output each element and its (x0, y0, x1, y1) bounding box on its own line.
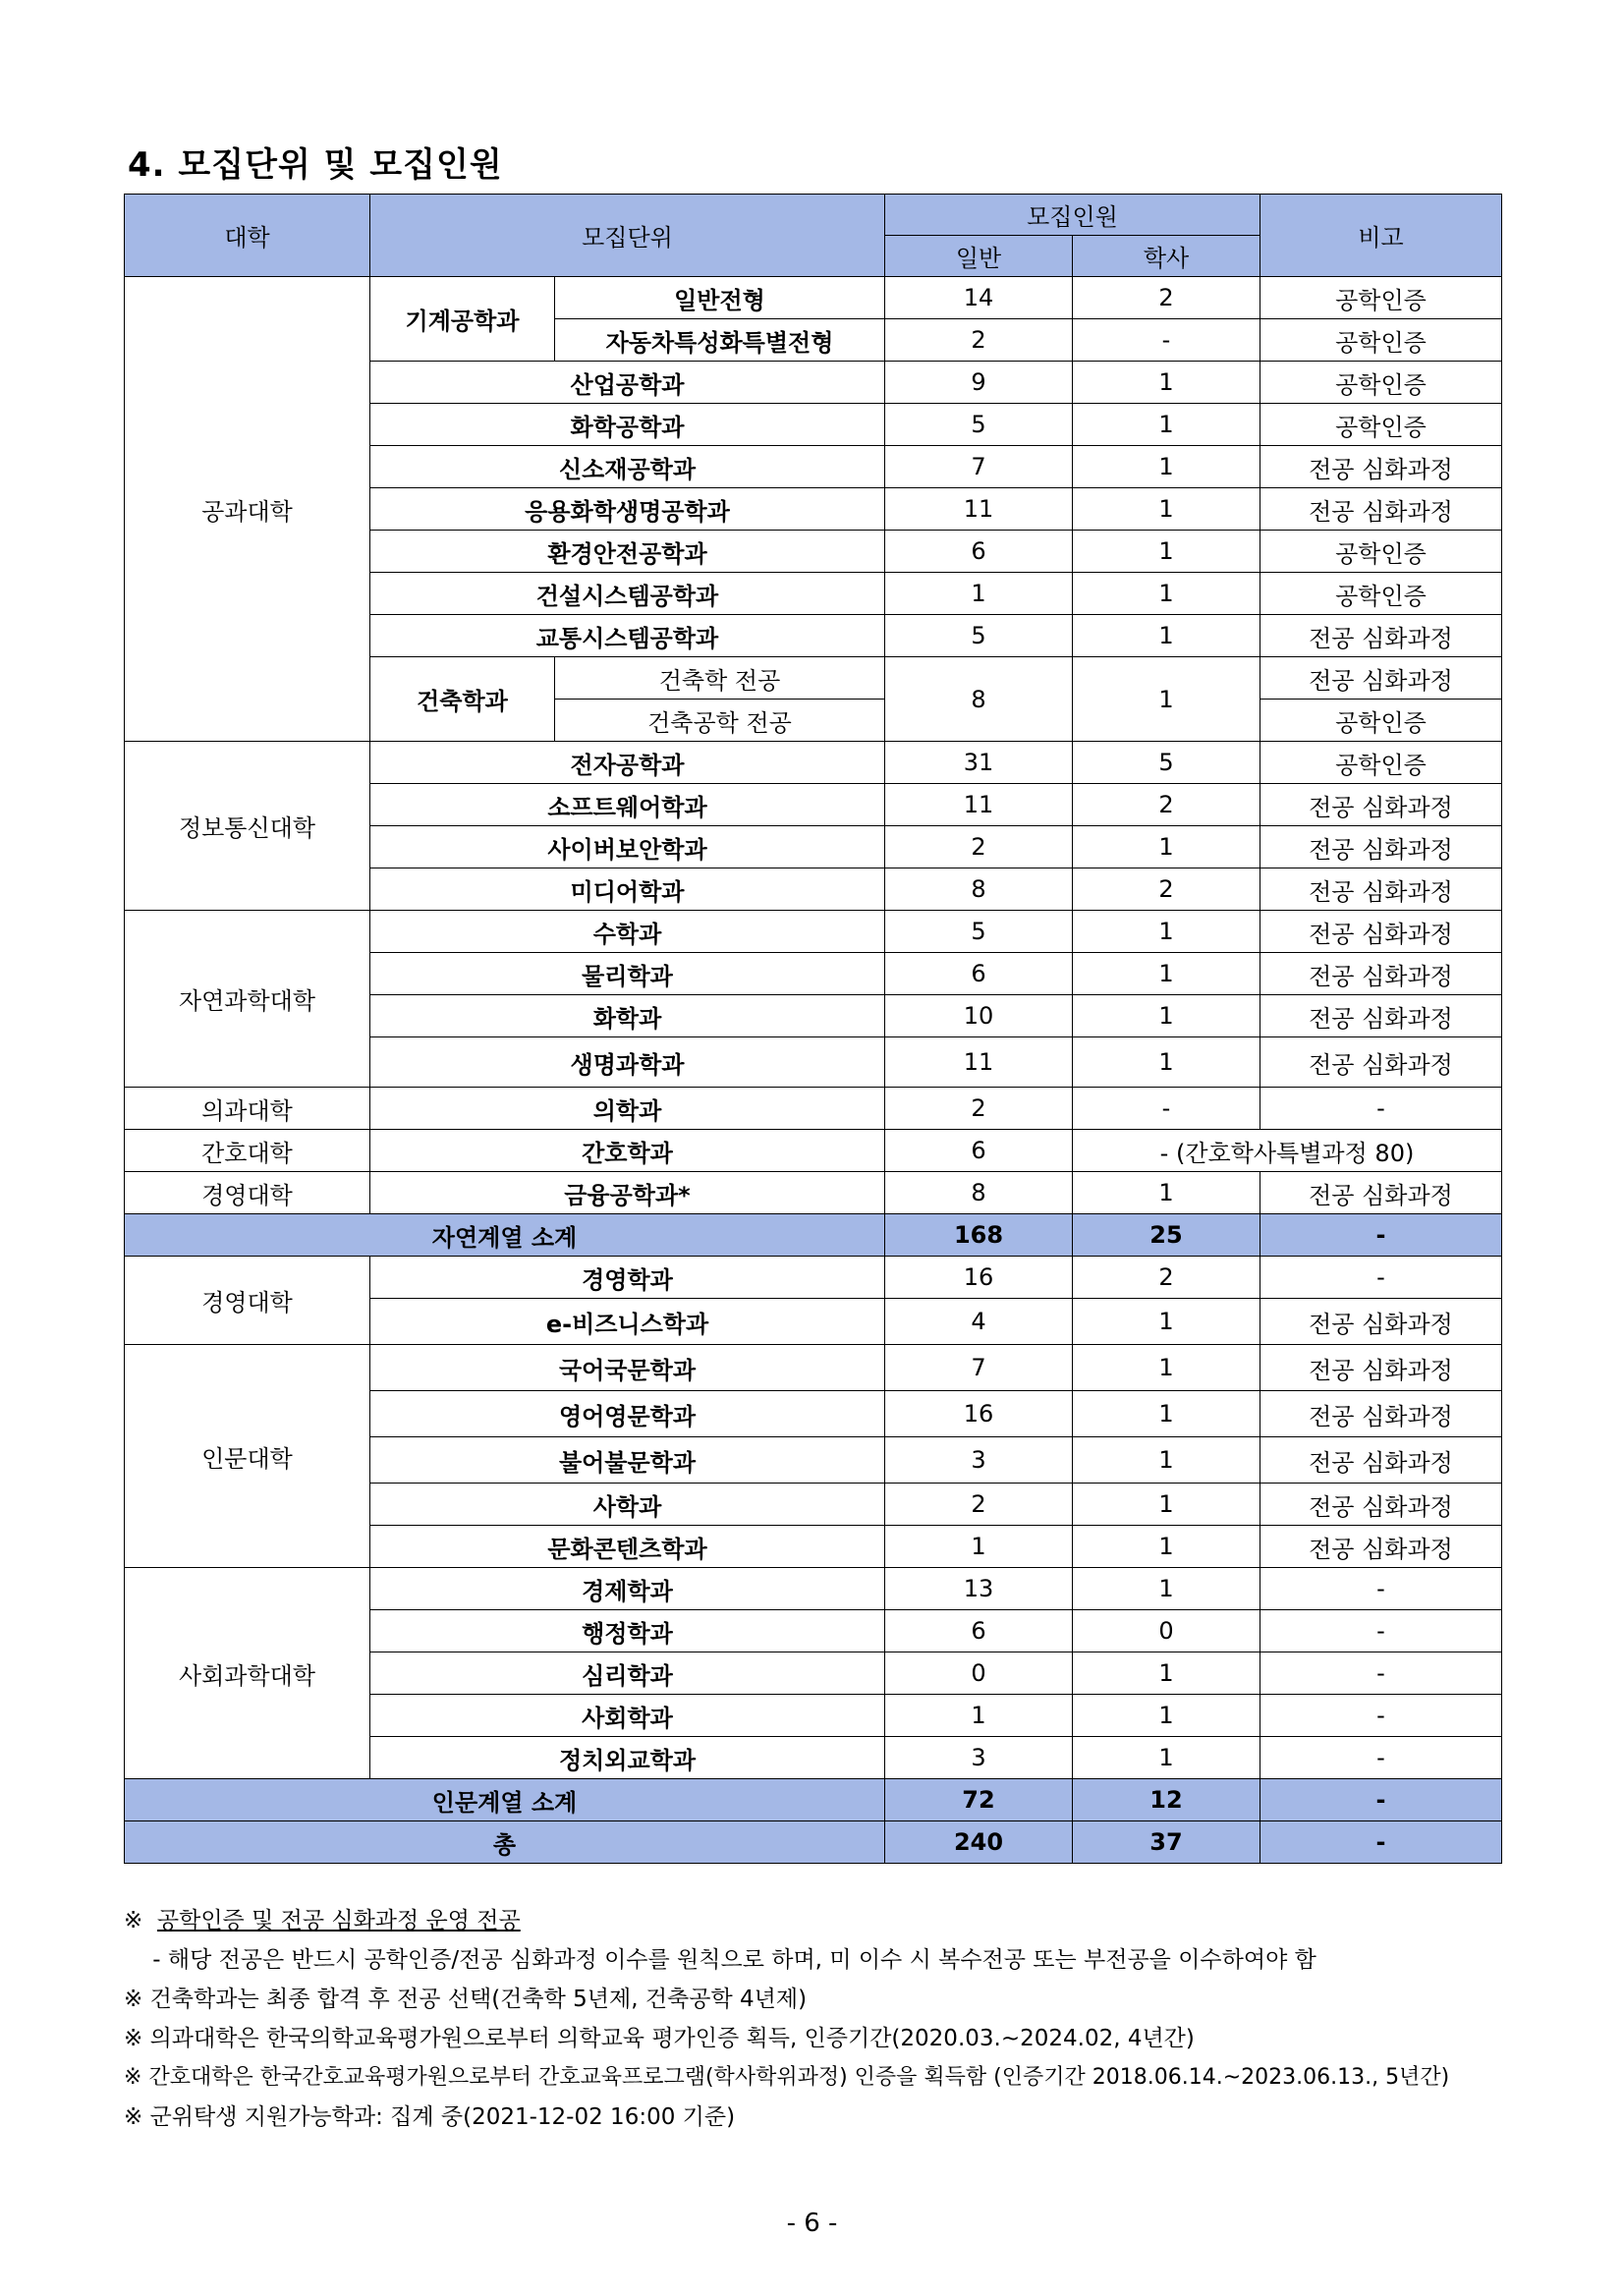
unit-name: 행정학과 (370, 1610, 885, 1652)
college-cell: 의과대학 (125, 1088, 370, 1130)
general-count: 240 (885, 1821, 1073, 1864)
remark: 전공 심화과정 (1260, 911, 1502, 953)
table-row (125, 1257, 1502, 1299)
remark: - (1260, 1257, 1502, 1299)
remark: - (1260, 1779, 1502, 1821)
note-text: 건축학과는 최종 합격 후 전공 선택(건축학 5년제, 건축공학 4년제) (149, 1987, 808, 2012)
unit-track: 일반전형 (555, 277, 885, 319)
unit-name: 교통시스템공학과 (370, 615, 885, 657)
scholar-count: 1 (1073, 573, 1260, 615)
note-mark: ※ (124, 2026, 143, 2051)
unit-name: 불어불문학과 (370, 1437, 885, 1484)
scholar-count: 1 (1073, 953, 1260, 995)
table-row (125, 911, 1502, 953)
remark: 전공 심화과정 (1260, 1172, 1502, 1214)
general-count: 6 (885, 1610, 1073, 1652)
general-count: 2 (885, 1088, 1073, 1130)
scholar-count: 1 (1073, 446, 1260, 488)
remark: 전공 심화과정 (1260, 1037, 1502, 1088)
unit-name: 사학과 (370, 1484, 885, 1526)
remark: - (1260, 1821, 1502, 1864)
general-count: 8 (885, 1172, 1073, 1214)
note-text: 군위탁생 지원가능학과: 집계 중(2021-12-02 16:00 기준) (149, 2104, 736, 2130)
college-cell: 경영대학 (125, 1257, 370, 1345)
table-row (125, 1568, 1502, 1610)
remark: 공학인증 (1260, 531, 1502, 573)
general-count: 11 (885, 488, 1073, 531)
page-number: - 6 - (786, 2209, 838, 2238)
scholar-count: 1 (1073, 1484, 1260, 1526)
scholar-count: 1 (1073, 1037, 1260, 1088)
general-count: 9 (885, 362, 1073, 404)
unit-name: 정치외교학과 (370, 1737, 885, 1779)
remark: 전공 심화과정 (1260, 657, 1502, 700)
header-general: 일반 (885, 236, 1073, 277)
remark: 전공 심화과정 (1260, 1437, 1502, 1484)
unit-name: 간호학과 (370, 1130, 885, 1172)
scholar-count: 1 (1073, 1172, 1260, 1214)
general-count: 6 (885, 1130, 1073, 1172)
unit-name: 전자공학과 (370, 742, 885, 784)
general-count: 16 (885, 1257, 1073, 1299)
unit-name: 생명과학과 (370, 1037, 885, 1088)
header-unit: 모집단위 (370, 195, 885, 277)
scholar-count: 2 (1073, 784, 1260, 826)
scholar-count: 1 (1073, 488, 1260, 531)
note-text: 간호대학은 한국간호교육평가원으로부터 간호교육프로그램(학사학위과정) 인증을 획득함 (인증기간 2018.06.14.~2023.06.13., 5년간) (148, 2065, 1450, 2090)
college-cell: 사회과학대학 (125, 1568, 370, 1779)
college-cell: 공과대학 (125, 277, 370, 742)
unit-name: 경제학과 (370, 1568, 885, 1610)
remark: 전공 심화과정 (1260, 826, 1502, 868)
scholar-count: 12 (1073, 1779, 1260, 1821)
general-count: 3 (885, 1737, 1073, 1779)
remark: 전공 심화과정 (1260, 1484, 1502, 1526)
unit-name: 물리학과 (370, 953, 885, 995)
remark: 공학인증 (1260, 319, 1502, 362)
header-college: 대학 (125, 195, 370, 277)
note-3 (124, 2019, 1519, 2058)
scholar-count: 37 (1073, 1821, 1260, 1864)
scholar-count: 1 (1073, 657, 1260, 742)
subtotal-label: 자연계열 소계 (125, 1214, 885, 1257)
remark: - (1260, 1610, 1502, 1652)
unit-name: 문화콘텐츠학과 (370, 1526, 885, 1568)
table-row (125, 1345, 1502, 1391)
general-count: 5 (885, 404, 1073, 446)
table-row (125, 742, 1502, 784)
scholar-count: 1 (1073, 1437, 1260, 1484)
scholar-count: 1 (1073, 1299, 1260, 1345)
total-row (125, 1821, 1502, 1864)
remark: 공학인증 (1260, 404, 1502, 446)
general-count: 1 (885, 1526, 1073, 1568)
header-remark: 비고 (1260, 195, 1502, 277)
college-cell: 인문대학 (125, 1345, 370, 1568)
note-text: - 해당 전공은 반드시 공학인증/전공 심화과정 이수를 원칙으로 하며, 미 이수 시 복수전공 또는 부전공을 이수하여야 함 (152, 1947, 1316, 1973)
college-cell: 간호대학 (125, 1130, 370, 1172)
scholar-count: 1 (1073, 995, 1260, 1037)
scholar-count: 2 (1073, 1257, 1260, 1299)
unit-track: 자동차특성화특별전형 (555, 319, 885, 362)
unit-name: 미디어학과 (370, 868, 885, 911)
note-5 (124, 2098, 1519, 2137)
general-count: 72 (885, 1779, 1073, 1821)
scholar-count: 5 (1073, 742, 1260, 784)
note-mark: ※ (124, 2065, 142, 2090)
note-mark: ※ (124, 1908, 143, 1933)
remark: 공학인증 (1260, 700, 1502, 742)
scholar-count: 1 (1073, 911, 1260, 953)
general-count: 2 (885, 319, 1073, 362)
general-count: 16 (885, 1391, 1073, 1437)
unit-name: 경영학과 (370, 1257, 885, 1299)
header-scholar: 학사 (1073, 236, 1260, 277)
scholar-count: 2 (1073, 868, 1260, 911)
general-count: 14 (885, 277, 1073, 319)
unit-name: 심리학과 (370, 1652, 885, 1695)
unit-name: 의학과 (370, 1088, 885, 1130)
general-count: 8 (885, 657, 1073, 742)
scholar-count: 1 (1073, 1652, 1260, 1695)
general-count: 5 (885, 615, 1073, 657)
footnotes (124, 1901, 1519, 2137)
remark: 전공 심화과정 (1260, 953, 1502, 995)
remark: 공학인증 (1260, 362, 1502, 404)
scholar-count: 1 (1073, 1526, 1260, 1568)
general-count: 4 (885, 1299, 1073, 1345)
general-count: 1 (885, 1695, 1073, 1737)
subtotal-row (125, 1779, 1502, 1821)
scholar-count: 1 (1073, 1737, 1260, 1779)
scholar-count: 1 (1073, 1695, 1260, 1737)
general-count: 3 (885, 1437, 1073, 1484)
unit-name: 기계공학과 (370, 277, 555, 362)
unit-name: 신소재공학과 (370, 446, 885, 488)
note-1 (124, 1901, 1519, 1940)
note-2 (124, 1980, 1519, 2019)
total-label: 총 (125, 1821, 885, 1864)
remark: 전공 심화과정 (1260, 1299, 1502, 1345)
college-cell: 정보통신대학 (125, 742, 370, 911)
unit-name: 국어국문학과 (370, 1345, 885, 1391)
general-count: 7 (885, 1345, 1073, 1391)
remark: 전공 심화과정 (1260, 615, 1502, 657)
remark: 전공 심화과정 (1260, 488, 1502, 531)
general-count: 11 (885, 784, 1073, 826)
scholar-count: 1 (1073, 362, 1260, 404)
scholar-remark-merged: - (간호학사특별과정 80) (1073, 1130, 1502, 1172)
subtotal-label: 인문계열 소계 (125, 1779, 885, 1821)
scholar-count: 1 (1073, 531, 1260, 573)
remark: - (1260, 1214, 1502, 1257)
unit-name: 수학과 (370, 911, 885, 953)
scholar-count: - (1073, 1088, 1260, 1130)
general-count: 11 (885, 1037, 1073, 1088)
general-count: 31 (885, 742, 1073, 784)
general-count: 2 (885, 1484, 1073, 1526)
general-count: 2 (885, 826, 1073, 868)
unit-track: 건축학 전공 (555, 657, 885, 700)
scholar-count: 1 (1073, 1345, 1260, 1391)
header-quota: 모집인원 (885, 195, 1260, 236)
remark: 전공 심화과정 (1260, 784, 1502, 826)
unit-name: 건설시스템공학과 (370, 573, 885, 615)
remark: - (1260, 1652, 1502, 1695)
unit-name: 사이버보안학과 (370, 826, 885, 868)
remark: 공학인증 (1260, 277, 1502, 319)
unit-name: 영어영문학과 (370, 1391, 885, 1437)
remark: - (1260, 1737, 1502, 1779)
remark: 전공 심화과정 (1260, 1345, 1502, 1391)
note-mark: ※ (124, 2104, 143, 2130)
college-cell: 자연과학대학 (125, 911, 370, 1088)
unit-name: 화학공학과 (370, 404, 885, 446)
general-count: 168 (885, 1214, 1073, 1257)
college-cell: 경영대학 (125, 1172, 370, 1214)
scholar-count: 1 (1073, 1391, 1260, 1437)
unit-name: 환경안전공학과 (370, 531, 885, 573)
general-count: 10 (885, 995, 1073, 1037)
table-row (125, 1130, 1502, 1172)
general-count: 1 (885, 573, 1073, 615)
remark: 전공 심화과정 (1260, 868, 1502, 911)
scholar-count: 1 (1073, 826, 1260, 868)
table-row (125, 1088, 1502, 1130)
remark: 전공 심화과정 (1260, 995, 1502, 1037)
unit-name: 응용화학생명공학과 (370, 488, 885, 531)
remark: 공학인증 (1260, 742, 1502, 784)
unit-name: e-비즈니스학과 (370, 1299, 885, 1345)
unit-name: 건축학과 (370, 657, 555, 742)
unit-name: 소프트웨어학과 (370, 784, 885, 826)
remark: 공학인증 (1260, 573, 1502, 615)
table-row (125, 1172, 1502, 1214)
note-4 (124, 2058, 1519, 2098)
scholar-count: 25 (1073, 1214, 1260, 1257)
scholar-count: 1 (1073, 404, 1260, 446)
remark: 전공 심화과정 (1260, 1526, 1502, 1568)
general-count: 8 (885, 868, 1073, 911)
general-count: 5 (885, 911, 1073, 953)
general-count: 6 (885, 531, 1073, 573)
unit-name: 사회학과 (370, 1695, 885, 1737)
unit-name: 금융공학과* (370, 1172, 885, 1214)
remark: - (1260, 1568, 1502, 1610)
table-row (125, 277, 1502, 319)
note-text: 공학인증 및 전공 심화과정 운영 전공 (156, 1908, 521, 1933)
unit-track: 건축공학 전공 (555, 700, 885, 742)
unit-name: 산업공학과 (370, 362, 885, 404)
general-count: 6 (885, 953, 1073, 995)
remark: 전공 심화과정 (1260, 446, 1502, 488)
subtotal-row (125, 1214, 1502, 1257)
general-count: 7 (885, 446, 1073, 488)
general-count: 0 (885, 1652, 1073, 1695)
remark: - (1260, 1088, 1502, 1130)
scholar-count: 2 (1073, 277, 1260, 319)
note-mark: ※ (124, 1987, 143, 2012)
recruitment-table (124, 194, 1502, 1864)
scholar-count: - (1073, 319, 1260, 362)
scholar-count: 1 (1073, 615, 1260, 657)
remark: - (1260, 1695, 1502, 1737)
section-title: 4. 모집단위 및 모집인원 (128, 145, 503, 185)
unit-name: 화학과 (370, 995, 885, 1037)
general-count: 13 (885, 1568, 1073, 1610)
note-1-sub (124, 1940, 1519, 1980)
scholar-count: 1 (1073, 1568, 1260, 1610)
note-text: 의과대학은 한국의학교육평가원으로부터 의학교육 평가인증 획득, 인증기간(2020.03.~2024.02, 4년간) (149, 2026, 1195, 2051)
remark: 전공 심화과정 (1260, 1391, 1502, 1437)
scholar-count: 0 (1073, 1610, 1260, 1652)
